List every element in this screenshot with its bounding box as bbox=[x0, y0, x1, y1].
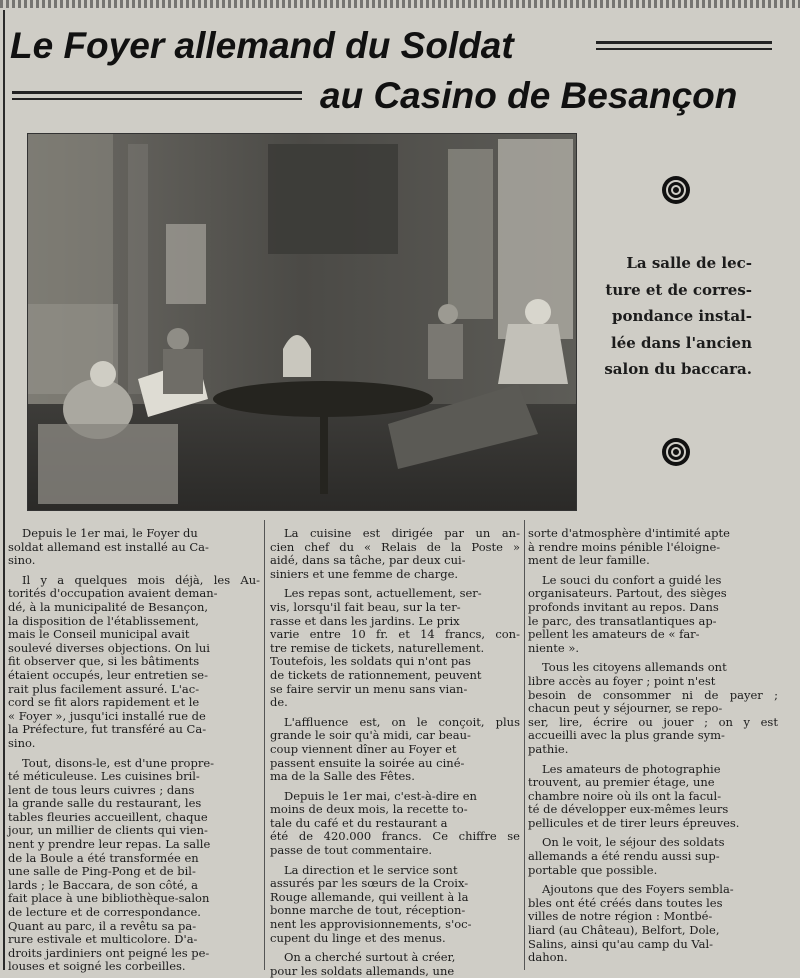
caption-line: La salle de lec- bbox=[626, 254, 752, 272]
article-line: Toutefois, les soldats qui n'ont pas bbox=[270, 654, 471, 669]
article-line: dahon. bbox=[528, 950, 568, 965]
article-line: étaient occupés, leur entretien se- bbox=[8, 667, 208, 682]
article-line: Il y a quelques mois déjà, les Au- bbox=[22, 572, 261, 587]
article-line: lent de tous leurs cuivres ; dans bbox=[8, 782, 195, 797]
article-line: sorte d'atmosphère d'intimité apte bbox=[528, 526, 730, 540]
article-line: le parc, des transatlantiques ap- bbox=[528, 613, 717, 628]
article-line: Ajoutons que des Foyers sembla- bbox=[542, 882, 734, 897]
article-line: aidé, dans sa tâche, par deux cui- bbox=[270, 553, 466, 568]
spiral-ornament-icon bbox=[660, 436, 692, 468]
article-line: de lecture et de correspondance. bbox=[8, 905, 201, 920]
article-line: La cuisine est dirigée par un an- bbox=[284, 526, 520, 540]
article-line: ma de la Salle des Fêtes. bbox=[270, 769, 415, 784]
headline-line-1: Le Foyer allemand du Soldat bbox=[10, 25, 514, 66]
article-line: cord se fit alors rapidement et le bbox=[8, 695, 200, 710]
article-line: rait plus facilement assuré. L'ac- bbox=[8, 681, 200, 696]
article-line: té de développer eux-mêmes leurs bbox=[528, 802, 729, 817]
article-line: été de 420.000 francs. Ce chiffre se bbox=[270, 829, 520, 844]
article-line: portable que possible. bbox=[528, 862, 658, 877]
article-line: la disposition de l'établissement, bbox=[8, 613, 199, 628]
article-line: rasse et dans les jardins. Le prix bbox=[270, 613, 460, 628]
article-line: besoin de consommer ni de payer ; bbox=[528, 687, 778, 702]
article-column-2 bbox=[270, 527, 520, 978]
article-line: Les amateurs de photographie bbox=[542, 761, 721, 776]
article-line: Quant au parc, il a revêtu sa pa- bbox=[8, 918, 197, 933]
article-column-1 bbox=[8, 527, 260, 974]
article-line: trouvent, au premier étage, une bbox=[528, 775, 715, 790]
article-line: de. bbox=[270, 695, 288, 710]
article-line: vis, lorsqu'il fait beau, sur la ter- bbox=[270, 599, 461, 614]
article-line: la Préfecture, fut transféré au Ca- bbox=[8, 722, 207, 737]
article-line: jour, un millier de clients qui vien- bbox=[8, 823, 208, 838]
article-line: torités d'occupation avaient deman- bbox=[8, 586, 218, 601]
article-line: nent les approvisionnements, s'oc- bbox=[270, 917, 472, 932]
article-line: la grande salle du restaurant, les bbox=[8, 796, 202, 811]
article-line: bles ont été créés dans toutes les bbox=[528, 895, 723, 910]
article-line: chacun peut y séjourner, se repo- bbox=[528, 701, 723, 716]
article-line: fait place à une bibliothèque-salon bbox=[8, 891, 210, 906]
article-line: grande le soir qu'à midi, car beau- bbox=[270, 728, 471, 743]
article-line: pathie. bbox=[528, 741, 569, 756]
article-line: cupent du linge et des menus. bbox=[270, 930, 446, 945]
article-line: pellicules et de tirer leurs épreuves. bbox=[528, 815, 740, 830]
caption-line: lée dans l'ancien bbox=[611, 333, 752, 352]
article-line: Tout, disons-le, est d'une propre- bbox=[22, 755, 215, 770]
photo-caption bbox=[600, 250, 752, 383]
article-line: chambre noire où ils ont la facul- bbox=[528, 788, 722, 803]
left-margin-rule bbox=[3, 10, 5, 970]
article-line: bonne marche de tout, réception- bbox=[270, 903, 466, 918]
article-line: sino. bbox=[8, 735, 36, 750]
article-line: pour les soldats allemands, une bbox=[270, 963, 455, 978]
article-line: Tous les citoyens allemands ont bbox=[542, 660, 727, 675]
article-line: lards ; le Baccara, de son côté, a bbox=[8, 877, 198, 892]
article-line: « Foyer », jusqu'ici installé rue de bbox=[8, 708, 206, 723]
caption-line: pondance instal- bbox=[611, 307, 752, 325]
article-line: On le voit, le séjour des soldats bbox=[542, 835, 725, 850]
article-line: pellent les amateurs de « far- bbox=[528, 627, 700, 642]
article-line: ser, lire, écrire ou jouer ; on y est bbox=[528, 714, 778, 729]
caption-line: ture et de corres- bbox=[605, 280, 752, 299]
page-top-edge bbox=[0, 0, 800, 8]
article-line: mais le Conseil municipal avait bbox=[8, 627, 190, 642]
article-line: cien chef du « Relais de la Poste » bbox=[270, 539, 521, 554]
article-line: Rouge allemande, qui veillent à la bbox=[270, 889, 469, 904]
column-divider bbox=[524, 520, 525, 970]
article-line: à rendre moins pénible l'éloigne- bbox=[528, 539, 721, 554]
article-line: liard (au Château), Belfort, Dole, bbox=[528, 923, 720, 938]
article-line: droits jardiniers ont peigné les pe- bbox=[8, 945, 210, 960]
article-line: La direction et le service sont bbox=[284, 862, 458, 877]
article-line: dé, à la municipalité de Besançon, bbox=[8, 599, 209, 614]
article-line: ment de leur famille. bbox=[528, 553, 650, 568]
article-line: Salins, ainsi qu'au camp du Val- bbox=[528, 936, 714, 951]
article-line: Depuis le 1er mai, c'est-à-dire en bbox=[284, 788, 477, 803]
article-line: nent y prendre leur repas. La salle bbox=[8, 837, 211, 852]
article-line: tale du café et du restaurant a bbox=[270, 815, 448, 830]
article-line: organisateurs. Partout, des sièges bbox=[528, 586, 727, 601]
caption-line: salon du baccara. bbox=[604, 360, 752, 378]
article-line: de la Boule a été transformée en bbox=[8, 850, 199, 865]
article-line: siniers et une femme de charge. bbox=[270, 566, 459, 581]
reading-room-photo bbox=[27, 133, 577, 511]
article-line: rure estivale et multicolore. D'a- bbox=[8, 932, 198, 947]
article-line: coup viennent dîner au Foyer et bbox=[270, 741, 457, 756]
article-column-3 bbox=[528, 527, 778, 965]
spiral-ornament-icon bbox=[660, 174, 692, 206]
article-line: passe de tout commentaire. bbox=[270, 843, 433, 858]
headline-line-2: au Casino de Besançon bbox=[320, 75, 738, 116]
article-line: profonds invitant au repos. Dans bbox=[528, 599, 719, 614]
article-line: de tickets de rationnement, peuvent bbox=[270, 667, 482, 682]
article-line: L'affluence est, on le conçoit, plus bbox=[284, 714, 520, 729]
article-line: Les repas sont, actuellement, ser- bbox=[284, 586, 482, 601]
article-line: varie entre 10 fr. et 14 francs, con- bbox=[270, 627, 520, 642]
article-line: soldat allemand est installé au Ca- bbox=[8, 539, 209, 554]
article-line: moins de deux mois, la recette to- bbox=[270, 802, 468, 817]
article-line: On a cherché surtout à créer, bbox=[284, 950, 456, 965]
article-line: allemands a été rendu aussi sup- bbox=[528, 849, 720, 864]
article-line: sino. bbox=[8, 553, 36, 568]
article-line: Depuis le 1er mai, le Foyer du bbox=[22, 526, 198, 540]
article-line: Le souci du confort a guidé les bbox=[542, 572, 722, 587]
article-line: tre remise de tickets, naturellement. bbox=[270, 640, 485, 655]
article-line: une salle de Ping-Pong et de bil- bbox=[8, 864, 196, 879]
headline-rule-left bbox=[12, 91, 302, 100]
headline-rule-right bbox=[596, 41, 772, 50]
article-line: accueilli avec la plus grande sym- bbox=[528, 728, 725, 743]
column-divider bbox=[264, 520, 265, 970]
article-line: se faire servir un menu sans vian- bbox=[270, 681, 468, 696]
article-line: soulevé diverses objections. On lui bbox=[8, 640, 210, 655]
article-line: niente ». bbox=[528, 640, 580, 655]
article-line: villes de notre région : Montbé- bbox=[528, 909, 713, 924]
article-line: tables fleuries accueillent, chaque bbox=[8, 809, 208, 824]
article-line: passent ensuite la soirée au ciné- bbox=[270, 755, 465, 770]
article-line: té méticuleuse. Les cuisines bril- bbox=[8, 769, 200, 784]
reading-room-photo-drawing bbox=[28, 134, 576, 510]
article-line: fit observer que, si les bâtiments bbox=[8, 654, 200, 669]
article-line: assurés par les sœurs de la Croix- bbox=[270, 876, 469, 891]
article-line: louses et soigné les corbeilles. bbox=[8, 959, 186, 974]
article-line: libre accès au foyer ; point n'est bbox=[528, 673, 716, 688]
